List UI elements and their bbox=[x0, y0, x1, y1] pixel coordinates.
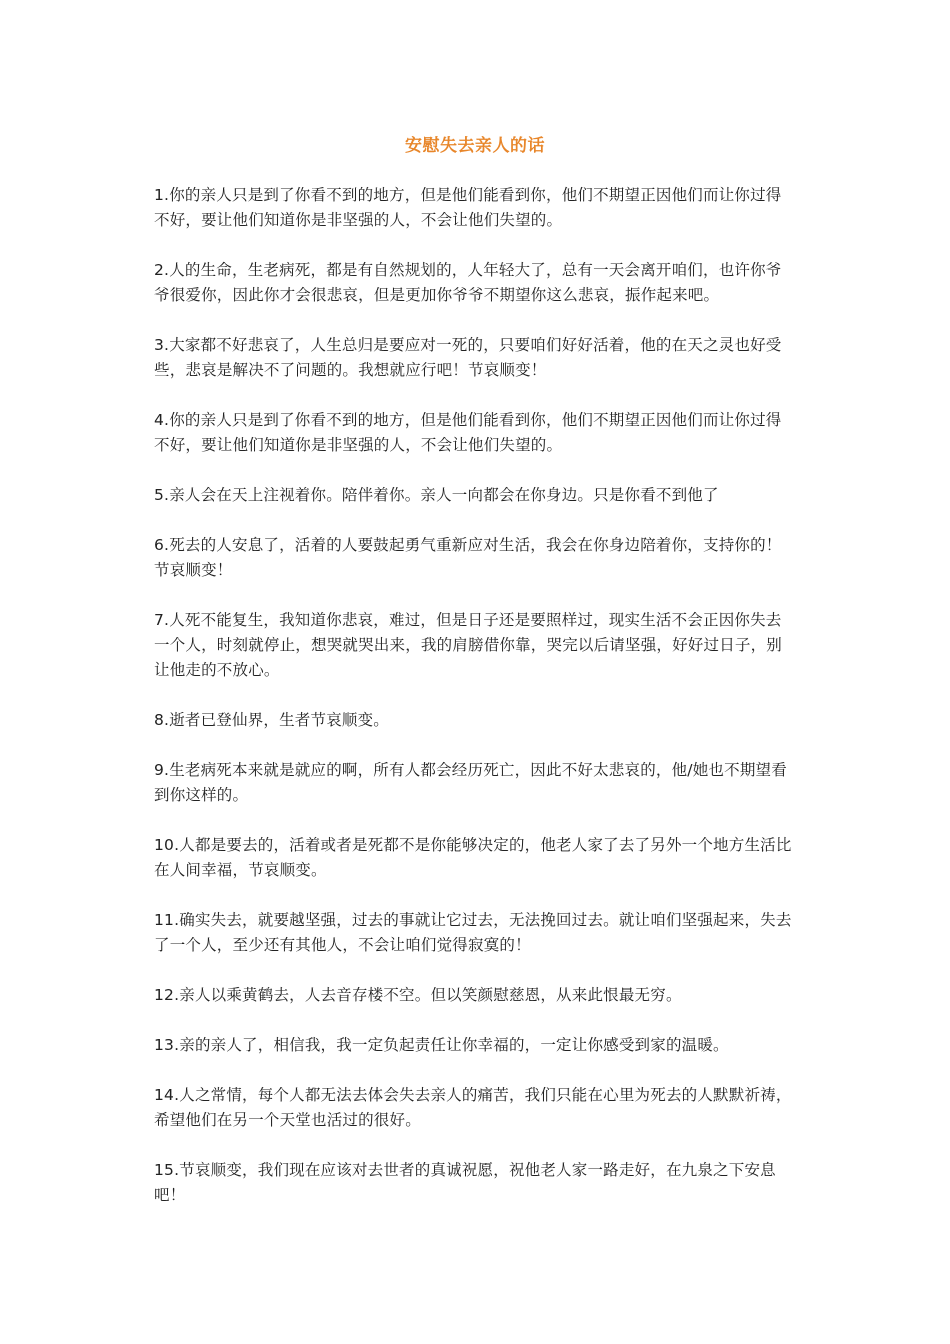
paragraph-4: 4.你的亲人只是到了你看不到的地方，但是他们能看到你，他们不期望正因他们而让你过得不好，要让他们知道你是非坚强的人，不会让他们失望的。 bbox=[154, 411, 782, 454]
paragraph-12: 12.亲人以乘黄鹤去，人去音存楼不空。但以笑颜慰慈恩，从来此恨最无穷。 bbox=[154, 986, 682, 1004]
paragraph-11: 11.确实失去，就要越坚强，过去的事就让它过去，无法挽回过去。就让咱们坚强起来，失去了一个人，至少还有其他人，不会让咱们觉得寂寞的！ bbox=[154, 911, 792, 954]
paragraph-5: 5.亲人会在天上注视着你。陪伴着你。亲人一向都会在你身边。只是你看不到他了 bbox=[154, 486, 719, 504]
paragraph-3: 3.大家都不好悲哀了，人生总归是要应对一死的，只要咱们好好活着，他的在天之灵也好受些，悲哀是解决不了问题的。我想就应行吧！节哀顺变！ bbox=[154, 336, 782, 379]
paragraph-14: 14.人之常情，每个人都无法去体会失去亲人的痛苦，我们只能在心里为死去的人默默祈祷，希望他们在另一个天堂也活过的很好。 bbox=[154, 1086, 792, 1129]
paragraph-10: 10.人都是要去的，活着或者是死都不是你能够决定的，他老人家了去了另外一个地方生活比在人间幸福，节哀顺变。 bbox=[154, 836, 792, 879]
paragraph-13: 13.亲的亲人了，相信我，我一定负起责任让你幸福的，一定让你感受到家的温暖。 bbox=[154, 1036, 729, 1054]
paragraph-2: 2.人的生命，生老病死，都是有自然规划的，人年轻大了，总有一天会离开咱们，也许你爷爷很爱你，因此你才会很悲哀，但是更加你爷爷不期望你这么悲哀，振作起来吧。 bbox=[154, 261, 782, 304]
paragraph-8: 8.逝者已登仙界，生者节哀顺变。 bbox=[154, 711, 389, 729]
document-body bbox=[154, 183, 794, 1233]
paragraph-1: 1.你的亲人只是到了你看不到的地方，但是他们能看到你，他们不期望正因他们而让你过得不好，要让他们知道你是非坚强的人，不会让他们失望的。 bbox=[154, 186, 782, 229]
paragraph-15: 15.节哀顺变，我们现在应该对去世者的真诚祝愿，祝他老人家一路走好，在九泉之下安息吧！ bbox=[154, 1161, 776, 1204]
paragraph-7: 7.人死不能复生，我知道你悲哀，难过，但是日子还是要照样过，现实生活不会正因你失去一个人，时刻就停止，想哭就哭出来，我的肩膀借你靠，哭完以后请坚强，好好过日子，别让他走的不放心。 bbox=[154, 611, 783, 679]
paragraph-6: 6.死去的人安息了，活着的人要鼓起勇气重新应对生活，我会在你身边陪着你，支持你的！节哀顺变！ bbox=[154, 536, 782, 579]
paragraph-9: 9.生老病死本来就是就应的啊，所有人都会经历死亡，因此不好太悲哀的，他/她也不期望看到你这样的。 bbox=[154, 761, 787, 804]
page-title: 安慰失去亲人的话 bbox=[405, 136, 545, 156]
